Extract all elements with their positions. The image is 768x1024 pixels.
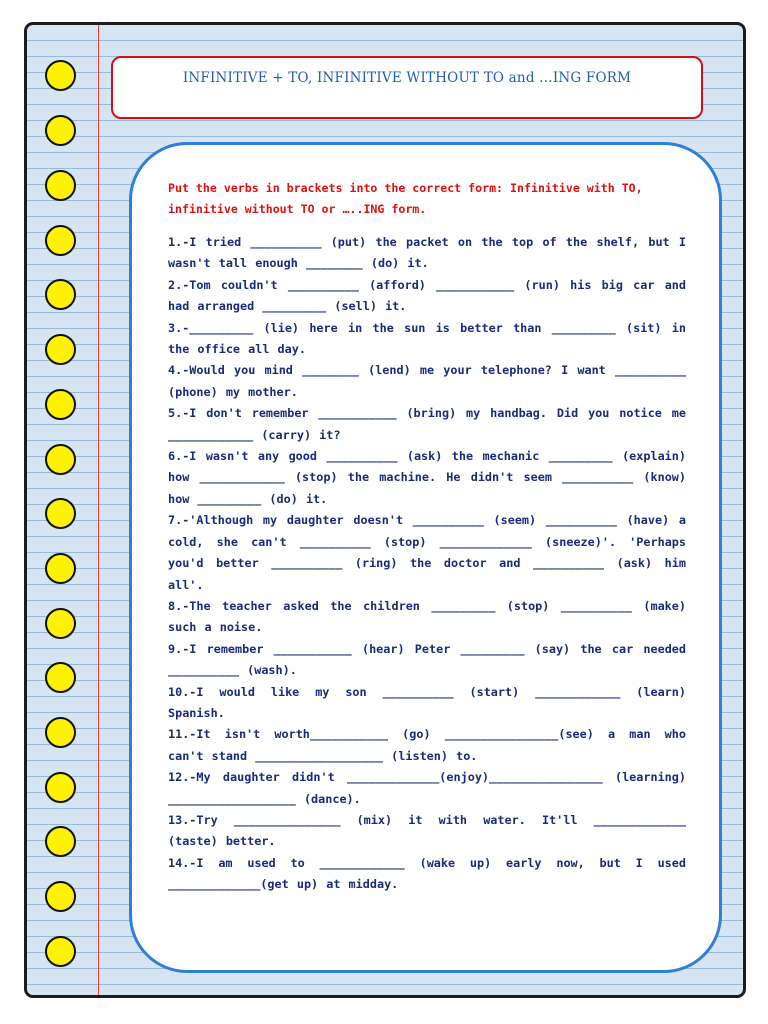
exercise-item: 14.-I am used to ____________ (wake up) early now, but I used _____________(get up) at midday. [168,855,686,892]
margin-line [98,25,99,995]
binder-ring [45,115,76,146]
exercise-item: 8.-The teacher asked the children _________ (stop) __________ (make) such a noise. [168,598,686,635]
exercise-card [129,142,722,973]
binder-ring [45,717,76,748]
binder-ring [45,881,76,912]
binder-ring [45,826,76,857]
exercise-item: 12.-My daughter didn't _____________(enjoy)________________ (learning) __________________ (dance). [168,770,686,806]
binder-ring [45,772,76,803]
binder-ring [45,334,76,365]
exercise-item: 3.-_________ (lie) here in the sun is better than _________ (sit) in the office all day. [168,320,686,357]
binder-ring [45,279,76,310]
exercise-item: 11.-It isn't worth___________ (go) ________________(see) a man who can't stand __________________ (listen) to. [168,727,686,763]
binder-ring [45,608,76,639]
binder-ring [45,662,76,693]
exercise-item: 6.-I wasn't any good __________ (ask) the mechanic _________ (explain) how ____________ (stop) the machine. He didn't seem __________ (know) how _________ (do) it. [168,449,686,506]
notebook-page [24,22,746,998]
binder-ring [45,498,76,529]
binder-ring [45,553,76,584]
exercise-list [168,232,686,896]
title-box [111,56,703,119]
binder-ring [45,60,76,91]
binder-ring [45,170,76,201]
exercise-item: 9.-I remember ___________ (hear) Peter _________ (say) the car needed __________ (wash). [168,641,686,678]
exercise-item: 13.-Try _______________ (mix) it with water. It'll _____________ (taste) better. [168,812,686,849]
exercise-item: 7.-'Although my daughter doesn't __________ (seem) __________ (have) a cold, she can't __________ (stop) _____________ (sneeze)'. 'Perhaps you'd better __________ (ring) the doctor and __________ (ask) him all'. [168,513,686,592]
exercise-item: 5.-I don't remember ___________ (bring) my handbag. Did you notice me ____________ (carry) it? [168,406,686,442]
exercise-item: 4.-Would you mind ________ (lend) me your telephone? I want __________ (phone) my mother. [168,363,686,399]
binder-ring [45,225,76,256]
exercise-item: 10.-I would like my son __________ (start) ____________ (learn) Spanish. [168,684,686,720]
instruction-text: Put the verbs in brackets into the correct form: Infinitive with TO, infinitive without TO or …..ING form. [168,181,643,216]
exercise-item: 2.-Tom couldn't __________ (afford) ___________ (run) his big car and had arranged _________ (sell) it. [168,277,686,314]
binder-ring [45,444,76,475]
exercise-item: 1.-I tried __________ (put) the packet on the top of the shelf, but I wasn't tall enough ________ (do) it. [168,235,686,271]
binder-ring [45,936,76,967]
page-title: INFINITIVE + TO, INFINITIVE WITHOUT TO and …ING FORM [182,70,632,86]
binder-ring [45,389,76,420]
